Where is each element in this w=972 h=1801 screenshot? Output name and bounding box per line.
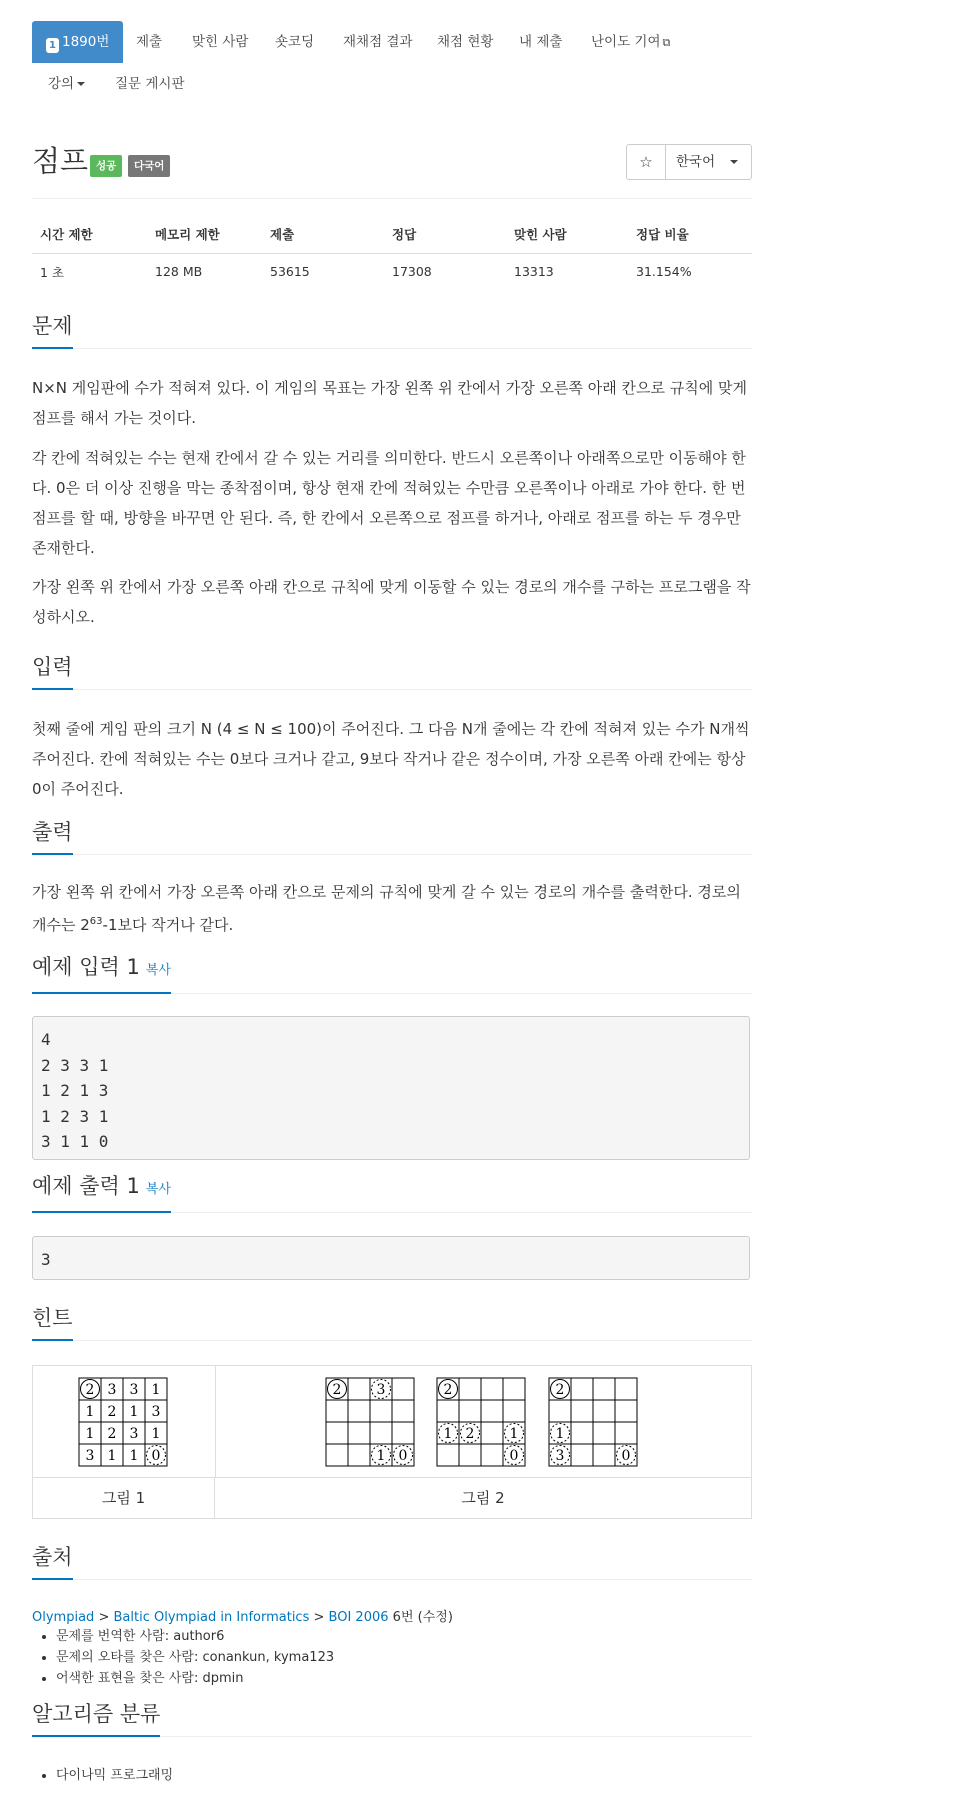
- grid-cell-value: 3: [107, 1382, 117, 1398]
- tier-badge-icon: 1: [46, 38, 59, 53]
- sample-input-box[interactable]: 4 2 3 3 1 1 2 1 3 1 2 3 1 3 1 1 0: [32, 1016, 750, 1160]
- output-exponent: 63: [89, 916, 103, 927]
- hint-heading: 힌트: [32, 1303, 73, 1341]
- algorithm-heading: 알고리즘 분류: [32, 1699, 160, 1737]
- grid-cell-value: 3: [151, 1404, 161, 1420]
- header-memory-limit: 메모리 제한: [147, 214, 262, 254]
- input-section-header: [32, 647, 752, 690]
- source-link-olympiad[interactable]: Olympiad: [32, 1610, 95, 1625]
- caret-down-icon: [77, 82, 85, 86]
- figure-2-grid-1: [326, 1378, 414, 1466]
- grid-cell-value: 3: [555, 1448, 565, 1464]
- figure-1-grid: [79, 1378, 167, 1466]
- grid-cell-value: 1: [151, 1426, 161, 1442]
- output-text-end: -1보다 작거나 같다.: [102, 916, 234, 934]
- description-heading: 문제: [32, 311, 73, 349]
- grid-cell-value: 2: [107, 1404, 117, 1420]
- grid-cell-value: 2: [85, 1382, 95, 1398]
- tab-difficulty-label: 난이도 기여: [591, 34, 661, 50]
- algorithm-section-header: [32, 1694, 752, 1737]
- tab-status[interactable]: 채점 현황: [437, 34, 494, 50]
- language-select[interactable]: [666, 145, 751, 179]
- description-paragraph-2: 각 칸에 적혀있는 수는 현재 칸에서 갈 수 있는 거리를 의미한다. 반드시 오른쪽이나 아래쪽으로만 이동해야 한다. 0은 더 이상 진행을 막는 종착점이며, 항상 현재 칸에 적혀있는 수만큼 오른쪽이나 아래로 가야 한다. 한 번 점프를 할 때, 방향을 바꾸면 안 된다. 즉, 한 칸에서 오른쪽으로 점프를 하거나, 아래로 점프를 하는 두 경우만 존재한다.: [32, 449, 746, 557]
- tab-lectures[interactable]: [48, 63, 85, 105]
- grid-cell-value: 2: [555, 1382, 565, 1398]
- problem-title: 점프: [32, 144, 89, 178]
- header-time-limit: 시간 제한: [32, 214, 147, 254]
- grid-cell-value: 0: [621, 1448, 631, 1464]
- figure-2-grid-3: [549, 1378, 637, 1466]
- credits-list: [32, 1626, 334, 1689]
- source-breadcrumb: [32, 1606, 453, 1625]
- sample-output-title: 예제 출력 1: [32, 1174, 140, 1198]
- tab-short-coding[interactable]: 숏코딩: [275, 34, 315, 50]
- figure-2-boards: [215, 1366, 751, 1477]
- sample-output-section-header: [32, 1170, 752, 1213]
- tab-rejudge-results[interactable]: 재채점 결과: [343, 34, 413, 50]
- caret-down-icon: [730, 160, 738, 164]
- tab-lectures-label: 강의: [48, 76, 75, 92]
- header-actions: [626, 144, 752, 180]
- grid-cell-value: 1: [129, 1448, 139, 1464]
- algorithm-tag-list: [32, 1765, 173, 1786]
- grid-cell-value: 1: [85, 1404, 95, 1420]
- header-accepted: 정답: [384, 214, 506, 254]
- header-ratio: 정답 비율: [628, 214, 752, 254]
- grid-cell-value: 1: [443, 1426, 453, 1442]
- grid-cell-value: 1: [555, 1426, 565, 1442]
- output-section-header: [32, 812, 752, 855]
- grid-cell-value: 0: [398, 1448, 408, 1464]
- star-button[interactable]: ☆: [627, 145, 666, 179]
- description-section-header: [32, 306, 752, 349]
- sample-input-heading: [32, 952, 171, 994]
- description-paragraph-3: 가장 왼쪽 위 칸에서 가장 오른쪽 아래 칸으로 규칙에 맞게 이동할 수 있는 경로의 개수를 구하는 프로그램을 작성하시오.: [32, 578, 751, 626]
- grid-cell-value: 2: [443, 1382, 453, 1398]
- grid-cell-value: 1: [509, 1426, 519, 1442]
- copy-sample-output-link[interactable]: 복사: [145, 1182, 171, 1197]
- accepted-value: 17308: [392, 264, 432, 279]
- external-link-icon: ⧉: [662, 36, 671, 49]
- figure-1-cell: [33, 1366, 216, 1477]
- figure-2-cell: [215, 1366, 751, 1477]
- grid-cell-value: 3: [129, 1382, 139, 1398]
- grid-cell-value: 0: [151, 1448, 161, 1464]
- sample-input-section-header: [32, 951, 752, 994]
- figure-caption-row: [33, 1477, 751, 1519]
- grid-cell-value: 1: [129, 1404, 139, 1420]
- algorithm-tag-link[interactable]: 다이나믹 프로그래밍: [56, 1768, 174, 1783]
- memory-limit-value: 128 MB: [155, 264, 203, 279]
- sample-input-title: 예제 입력 1: [32, 955, 140, 979]
- tab-difficulty-contribution[interactable]: [591, 21, 670, 63]
- tab-my-submissions[interactable]: 내 제출: [519, 34, 563, 50]
- grid-cell-value: 1: [151, 1382, 161, 1398]
- grid-cell-value: 3: [376, 1382, 386, 1398]
- output-text: 가장 왼쪽 위 칸에서 가장 오른쪽 아래 칸으로 문제의 규칙에 맞게 갈 수 있는 경로의 개수를 출력한다. 경로의 개수는 2: [32, 883, 741, 934]
- table-header-row: [32, 214, 752, 254]
- tab-qna-board[interactable]: 질문 게시판: [115, 76, 185, 92]
- figure-1-board: [33, 1366, 215, 1477]
- sample-output-box[interactable]: 3: [32, 1236, 750, 1280]
- ratio-value: 31.154%: [636, 264, 692, 279]
- output-heading: 출력: [32, 817, 73, 855]
- problem-info-table: [32, 214, 752, 289]
- tab-problem[interactable]: [32, 21, 123, 63]
- description-paragraph-1: N×N 게임판에 수가 적혀져 있다. 이 게임의 목표는 가장 왼쪽 위 칸에서 가장 오른쪽 아래 칸으로 규칙에 맞게 점프를 해서 가는 것이다.: [32, 379, 747, 427]
- copy-sample-input-link[interactable]: 복사: [145, 963, 171, 978]
- header-solvers: 맞힌 사람: [506, 214, 628, 254]
- breadcrumb-separator: >: [98, 1610, 110, 1625]
- tab-solved-users[interactable]: 맞힌 사람: [192, 34, 249, 50]
- time-limit-value: 1 초: [40, 264, 65, 280]
- grid-cell-value: 1: [376, 1448, 386, 1464]
- grid-cell-value: 2: [107, 1426, 117, 1442]
- breadcrumb-separator: >: [313, 1610, 325, 1625]
- problem-header: [32, 140, 752, 199]
- grid-cell-value: 3: [85, 1448, 95, 1464]
- sample-output-heading: [32, 1171, 171, 1213]
- tab-submit[interactable]: 제출: [136, 34, 163, 50]
- table-row: [32, 254, 752, 290]
- source-heading: 출처: [32, 1542, 73, 1580]
- grid-cell-value: 1: [107, 1448, 117, 1464]
- input-description: 첫째 줄에 게임 판의 크기 N (4 ≤ N ≤ 100)이 주어진다. 그 다음 N개 줄에는 각 칸에 적혀져 있는 수가 N개씩 주어진다. 칸에 적혀있는 수는 0보다 크거나 같고, 9보다 작거나 같은 정수이며, 가장 오른쪽 아래 칸에는 항상 0이 주어진다.: [32, 720, 750, 798]
- header-submissions: 제출: [262, 214, 384, 254]
- multilang-badge: 다국어: [128, 155, 170, 177]
- output-description: [32, 877, 752, 940]
- grid-cell-value: 1: [85, 1426, 95, 1442]
- grid-cell-value: 3: [129, 1426, 139, 1442]
- figure-2-caption: 그림 2: [461, 1489, 505, 1507]
- source-link-boi[interactable]: Baltic Olympiad in Informatics: [113, 1610, 310, 1625]
- hint-section-header: [32, 1298, 752, 1341]
- figure-2-grid-2: [437, 1378, 525, 1466]
- grid-cell-value: 2: [465, 1426, 475, 1442]
- status-badge: 성공: [90, 155, 122, 177]
- source-problem-number: 6번 (수정): [392, 1610, 453, 1625]
- list-item: • 문제의 오타를 찾은 사람: conankun, kyma123: [56, 1647, 334, 1668]
- language-select-label: 한국어: [676, 154, 716, 170]
- hint-figure-table: [32, 1365, 752, 1519]
- figure-1-caption: 그림 1: [33, 1478, 215, 1519]
- grid-cell-value: 2: [332, 1382, 342, 1398]
- source-link-boi-2006[interactable]: BOI 2006: [328, 1610, 389, 1625]
- list-item: • 문제를 번역한 사람: author6: [56, 1626, 334, 1647]
- algorithm-tag[interactable]: [56, 1765, 173, 1786]
- list-item: • 어색한 표현을 찾은 사람: dpmin: [56, 1668, 334, 1689]
- solvers-value: 13313: [514, 264, 554, 279]
- source-section-header: [32, 1537, 752, 1580]
- submissions-value: 53615: [270, 264, 310, 279]
- tab-problem-label: 1890번: [62, 34, 110, 50]
- input-heading: 입력: [32, 652, 73, 690]
- grid-cell-value: 0: [509, 1448, 519, 1464]
